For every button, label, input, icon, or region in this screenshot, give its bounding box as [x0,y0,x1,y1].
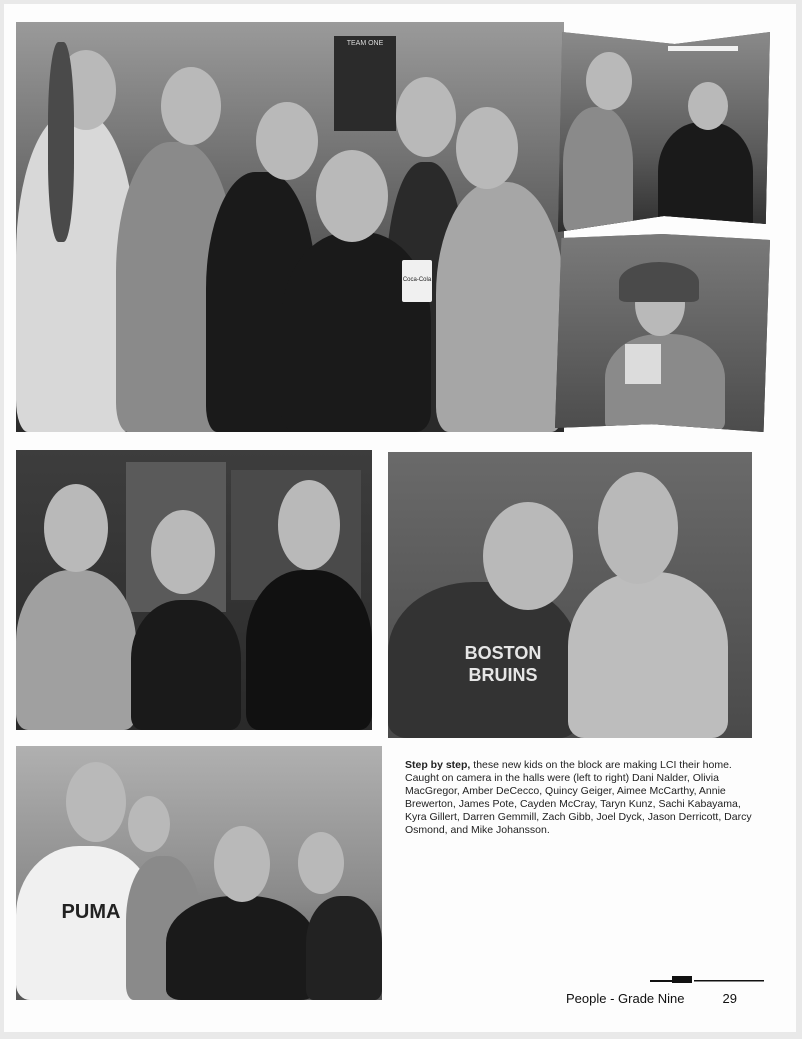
poster: TEAM ONE [334,36,396,131]
footer-section: People - Grade Nine [566,991,685,1006]
caption-lead: Step by step, [405,759,471,771]
caption-text [405,759,765,837]
photo-two-boys-boston [388,452,752,738]
soda-cup: Coca-Cola [402,260,432,302]
yearbook-page [4,4,796,1032]
photo-single-girl [555,234,770,432]
photo-three-girls [16,450,372,730]
page-footer [566,991,737,1006]
caption-body: these new kids on the block are making LCI their home. Caught on camera in the halls were (left to right) Dani Nalder, Olivia MacGregor, Amber DeCecco, Quincy Geiger, Aimee McCarthy, Annie Brewerton, James Pote, Cayden McCray, Taryn Kunz, Sachi Kabayama, Kyra Gillert, Darren Gemmill, Zach Gibb, Joel Dyck, Jason Derricott, Darcy Osmond, and Mike Johansson. [405,759,752,836]
shirt-print-boston: BOSTON BRUINS [464,643,542,685]
page-number: 29 [722,991,737,1006]
footer-ornament [650,974,770,986]
photo-group-girls [16,22,564,432]
photo-two-boys [558,32,770,232]
photo-group-boys [16,746,382,1000]
shirt-print-puma: PUMA [61,901,121,923]
